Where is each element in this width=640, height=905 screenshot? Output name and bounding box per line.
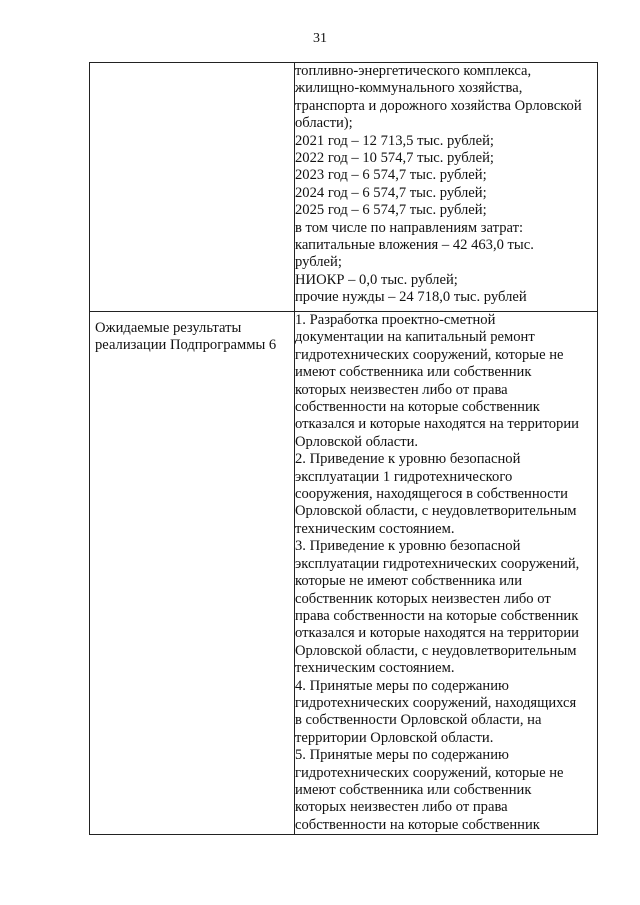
text-line: реализации Подпрограммы 6 <box>95 337 277 354</box>
table-cell-financing-text <box>295 63 598 312</box>
text-line: которых неизвестен либо от права <box>295 799 508 816</box>
text-line: документации на капитальный ремонт <box>295 329 535 346</box>
text-line: отказался и которые находятся на территории <box>295 625 579 642</box>
text-line: отказался и которые находятся на территории <box>295 416 579 433</box>
page-number: 31 <box>313 31 327 46</box>
text-line: Орловской области, с неудовлетворительным <box>295 503 577 520</box>
text-line: имеют собственника или собственник <box>295 781 532 798</box>
text-line: в собственности Орловской области, на <box>295 712 542 729</box>
table-cell-results-text <box>295 312 598 835</box>
table-cell-results-label <box>90 312 295 835</box>
text-line: жилищно-коммунального хозяйства, <box>295 80 523 97</box>
text-line: техническим состоянием. <box>295 520 455 537</box>
text-line: в том числе по направлениям затрат: <box>295 219 524 236</box>
text-line: капитальные вложения – 42 463,0 тыс. <box>295 237 534 254</box>
text-line: 4. Принятые меры по содержанию <box>295 677 509 694</box>
text-line: эксплуатации 1 гидротехнического <box>295 468 513 485</box>
text-line: сооружения, находящегося в собственности <box>295 486 568 503</box>
text-line: техническим состоянием. <box>295 660 455 677</box>
text-line: 2023 год – 6 574,7 тыс. рублей; <box>295 167 487 184</box>
text-line: имеют собственника или собственник <box>295 364 532 381</box>
table-cell-left-empty <box>90 63 295 312</box>
text-line: Орловской области. <box>295 433 419 450</box>
text-line: 5. Принятые меры по содержанию <box>295 747 509 764</box>
text-line: 2024 год – 6 574,7 тыс. рублей; <box>295 184 487 201</box>
text-line: Орловской области, с неудовлетворительным <box>295 642 577 659</box>
text-line: области); <box>295 115 353 132</box>
text-line: которых неизвестен либо от права <box>295 381 508 398</box>
text-line: права собственности на которые собственник <box>295 607 579 624</box>
text-line: территории Орловской области. <box>295 729 494 746</box>
text-line: прочие нужды – 24 718,0 тыс. рублей <box>295 289 527 306</box>
text-line: 1. Разработка проектно-сметной <box>295 312 496 328</box>
text-line: эксплуатации гидротехнических сооружений, <box>295 555 580 572</box>
table-row-expected-results <box>90 312 598 835</box>
text-line: Ожидаемые результаты <box>95 320 242 336</box>
text-line: гидротехнических сооружений, которые не <box>295 346 564 363</box>
passport-table <box>89 62 598 835</box>
text-line: 2025 год – 6 574,7 тыс. рублей; <box>295 202 487 219</box>
text-line: собственник которых неизвестен либо от <box>295 590 551 607</box>
text-line: которые не имеют собственника или <box>295 573 523 590</box>
text-line: рублей; <box>295 254 342 271</box>
text-line: НИОКР – 0,0 тыс. рублей; <box>295 271 458 288</box>
text-line: топливно-энергетического комплекса, <box>295 63 532 79</box>
text-line: транспорта и дорожного хозяйства Орловской <box>295 97 582 114</box>
text-line: 2021 год – 12 713,5 тыс. рублей; <box>295 132 494 149</box>
text-line: собственности на которые собственник <box>295 816 540 833</box>
text-line: 2. Приведение к уровню безопасной <box>295 451 521 468</box>
table-row-financing <box>90 63 598 312</box>
text-line: гидротехнических сооружений, которые не <box>295 764 564 781</box>
text-line: 2022 год – 10 574,7 тыс. рублей; <box>295 150 494 167</box>
text-line: гидротехнических сооружений, находящихся <box>295 694 577 711</box>
text-line: 3. Приведение к уровню безопасной <box>295 538 521 555</box>
text-line: собственности на которые собственник <box>295 399 540 416</box>
